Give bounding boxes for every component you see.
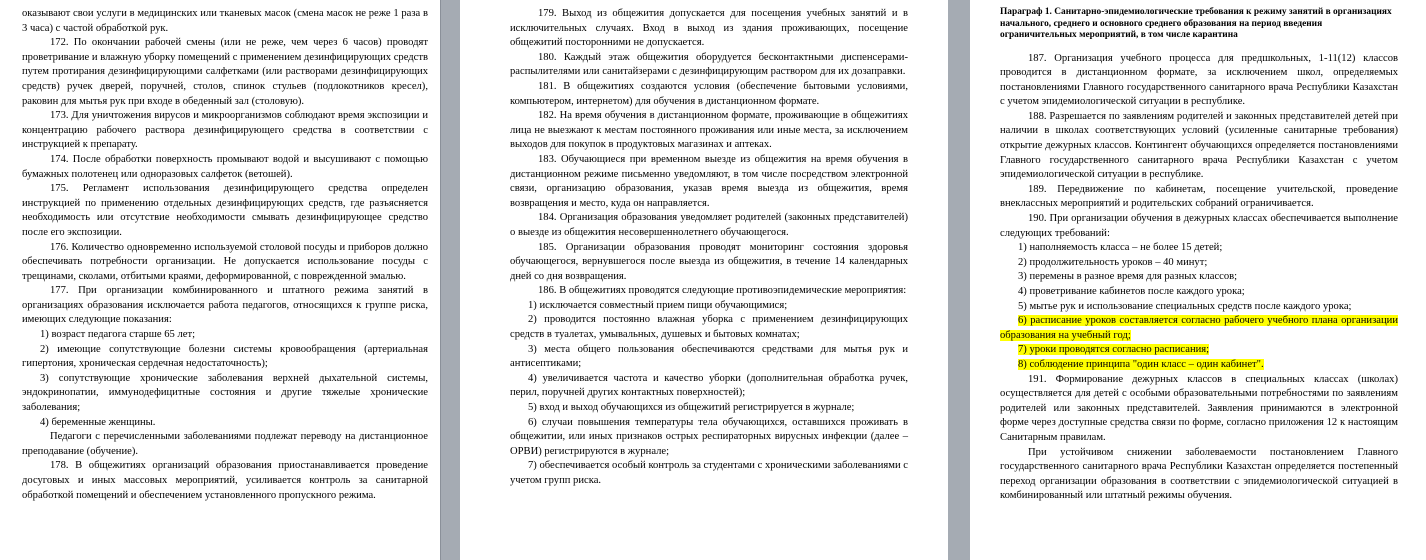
highlighted-text: 8) соблюдение принципа "один класс – один кабинет".	[1018, 358, 1264, 370]
list-item: 6) случаи повышения температуры тела обучающихся, оставшихся проживать в общежитии, или иных признаков острых респираторных вирусных инфекции (далее – ОРВИ) регистрируются в журнале;	[510, 416, 908, 457]
paragraph: 189. Передвижение по кабинетам, посещение учительской, проведение внеклассных мероприятий и родительских собраний ограничивается.	[1000, 183, 1398, 210]
list-item: 2) продолжительность уроков – 40 минут;	[1018, 256, 1208, 268]
paragraph: 190. При организации обучения в дежурных классах обеспечивается выполнение следующих требований:	[1000, 213, 1398, 239]
list-item: 4) проветривание кабинетов после каждого урока;	[1018, 286, 1245, 297]
list-item	[1000, 314, 1398, 343]
paragraph: оказывают свои услуги в медицинских или тканевых масок (смена масок не реже 1 раза в 3 часа) с частой обработкой рук.	[22, 8, 428, 34]
list-item: 5) вход и выход обучающихся из общежитий регистрируется в журнале;	[528, 402, 855, 414]
list-item	[1000, 343, 1398, 358]
paragraph: 178. В общежитиях организаций образования приостанавливается проведение досуговых и иных массовых мероприятий, усиливается контроль за санитарной обработкой помещений и обеспечением установленного пропускного режима.	[22, 460, 428, 501]
list-item: 2) имеющие сопутствующие болезни системы кровообращения (артериальная гипертония, хроническая сердечная недостаточность);	[22, 343, 428, 370]
paragraph: 173. Для уничтожения вирусов и микроорганизмов соблюдают время экспозиции и концентрацию рабочего раствора дезинфицирующего средства в соответствии с инструкцией к препарату.	[22, 110, 428, 151]
paragraph: 177. При организации комбинированного и штатного режима занятий в организациях образования исключается работа педагогов, относящихся к группе риска, имеющих следующие показания:	[22, 285, 428, 326]
list-item: 5) мытье рук и использование специальных средств после каждого урока;	[1018, 300, 1352, 312]
page-gap-divider	[440, 0, 441, 560]
paragraph: 181. В общежитиях создаются условия (обеспечение бытовыми условиями, компьютером, интернетом) для обучения в дистанционном формате.	[510, 80, 908, 107]
list-item: 1) наполняемость класса – не более 15 детей;	[1018, 242, 1223, 254]
paragraph: Педагоги с перечисленными заболеваниями подлежат переводу на дистанционное преподавание (обучение).	[22, 431, 428, 457]
paragraph: 180. Каждый этаж общежития оборудуется бесконтактными диспенсерами-распылителями или санитайзерами с дезинфицирующим раствором для их дозаправки.	[510, 51, 908, 78]
paragraph: 179. Выход из общежития допускается для посещения учебных занятий и в исключительных случаях. Вход в выход из здания проживающих, посещение общежитий посторонними не допускается.	[510, 8, 908, 49]
list-item: 1) исключается совместный прием пищи обучающимися;	[528, 299, 788, 311]
highlighted-text: 6) расписание уроков составляется согласно рабочего учебного плана организации образования на учебный год;	[1000, 315, 1398, 341]
paragraph: 184. Организация образования уведомляет родителей (законных представителей) о выезде из общежития несовершеннолетнего обучающегося.	[510, 212, 908, 238]
paragraph: 183. Обучающиеся при временном выезде из общежития на время обучения в дистанционном режиме письменно уведомляют, в том числе посредством электронной связи, организацию образования, указав время выезда из общежития, время возвращения и место, куда он направляется.	[510, 153, 908, 209]
list-item: 1) возраст педагога старше 65 лет;	[40, 329, 196, 341]
document-page-2	[460, 0, 948, 560]
list-item: 7) обеспечивается особый контроль за студентами с хроническими заболеваниями с учетом групп риска.	[510, 460, 908, 486]
paragraph: 172. По окончании рабочей смены (или не реже, чем через 6 часов) проводят проветривание и влажную уборку помещений с применением дезинфицирующих средств путем протирания дезинфицирующими салфетками (или растворами дезинфицирующих средств) ручек дверей, поручней, столов, спинок стульев (подлокотников кресел), раковин для мытья рук при входе в обеденный зал (столовую).	[22, 37, 428, 107]
list-item: 4) беременные женщины.	[40, 416, 156, 428]
paragraph: 176. Количество одновременно используемой столовой посуды и приборов должно обеспечивать потребности организации. Не допускается использование посуды с трещинами, сколами, отбитыми краями, деформированной, с поврежденной эмалью.	[22, 241, 428, 282]
list-item: 3) места общего пользования обеспечиваются средствами для мытья рук и антисептиками;	[510, 343, 908, 370]
paragraph: 175. Регламент использования дезинфицирующего средства определен инструкцией по применению отдельных дезинфицирующих средств, где разъясняется необходимость или отсутствие необходимости смывать дезинфицирующее средство после его экспозиции.	[22, 183, 428, 238]
section-heading: Параграф 1. Санитарно-эпидемиологические требования к режиму занятий в организациях начального, среднего и основного среднего образования на период введения ограничительных мероприятий, в том числе карантина	[1000, 7, 1392, 40]
list-item: 3) перемены в разное время для разных классов;	[1018, 271, 1238, 283]
list-item: 3) сопутствующие хронические заболевания верхней дыхательной системы, эндокринопатии, иммунодефицитные состояния и другие тяжелые хронические заболевания;	[22, 372, 428, 414]
list-item	[1000, 358, 1398, 373]
document-page-3	[970, 0, 1426, 560]
paragraph: При устойчивом снижении заболеваемости постановлением Главного государственного санитарного врача Республики Казахстан определяется постепенный переход организации образования в соответствии с эпидемиологической ситуацией в комбинированный или штатный режимы обучения.	[1000, 446, 1398, 502]
paragraph: 187. Организация учебного процесса для предшкольных, 1-11(12) классов проводится в дистанционном формате, за исключением школ, определяемых постановлениями Главного государственного санитарного врача Республики Казахстан с учетом эпидемиологической ситуации в республике.	[1000, 52, 1398, 108]
paragraph: 188. Разрешается по заявлениям родителей и законных представителей детей при наличии в школах соответствующих условий (усиленные санитарные требования) открытие дежурных классов. Контингент обучающихся определяется постановлениями Главного государственного санитарного врача Республики Казахстан с учетом эпидемиологической ситуации в республике.	[1000, 110, 1398, 181]
highlighted-text: 7) уроки проводятся согласно расписания;	[1018, 344, 1210, 356]
list-item: 4) увеличивается частота и качество уборки (дополнительная обработка ручек, перил, поручней других контактных поверхностей);	[510, 372, 908, 399]
document-page-1	[0, 0, 440, 560]
paragraph: 185. Организации образования проводят мониторинг состояния здоровья обучающегося, вернувшегося после выезда из общежития, в течение 14 календарных дней со дня возвращения.	[510, 241, 908, 282]
paragraph: 174. После обработки поверхность промывают водой и высушивают с помощью бумажных полотенец или одноразовых салфеток (ветошей).	[22, 153, 428, 180]
paragraph: 182. На время обучения в дистанционном формате, проживающие в общежитиях лица не выезжают к местам постоянного проживания или иные места, за исключением выходов для покупок в продуктовых магазинах и аптеках.	[510, 110, 908, 151]
paragraph: 191. Формирование дежурных классов в специальных классах (школах) осуществляется для детей с особыми образовательными потребностями по заявлениям родителей или законных представителей. Заявления принимаются в электронной форме через доступные средства связи по форме, согласно приложения 12 к настоящим Санитарным правилам.	[1000, 373, 1398, 443]
list-item: 2) проводится постоянно влажная уборка с применением дезинфицирующих средств в туалетах, умывальных, душевых и бытовых комнатах;	[510, 314, 908, 341]
paragraph: 186. В общежитиях проводятся следующие противоэпидемические мероприятия:	[538, 285, 907, 297]
